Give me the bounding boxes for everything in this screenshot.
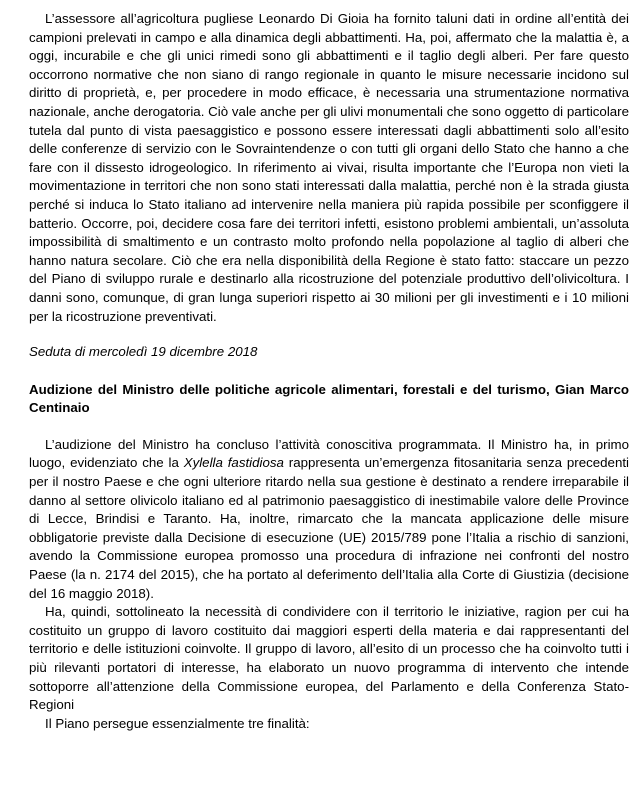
text-segment: L’audizione del Ministro ha concluso l’attività conoscitiva programmata. Il Ministro ha, in primo luogo, evidenziato che la bbox=[29, 436, 629, 471]
species-name: Xylella fastidiosa bbox=[183, 455, 284, 471]
text-segment: rappresenta un’emergenza fitosanitaria senza precedenti per il nostro Paese e che ogni ulteriore ritardo nella sua gestione è destinato a rendere irreparabile il danno al settore olivicolo italiano ed al patrimonio paesaggistico di inestimabile valore delle Province di Lecce, Brindisi e Taranto. Ha, inoltre, rimarcato che la mancata applicazione delle misure obbligatorie previste dalla Decisione di esecuzione (UE) 2015/789 pone l’Italia a rischio di sanzioni, avendo la Commissione europea promosso una procedura di infrazione nei confronti del nostro Paese (la n. 2174 del 2015), che ha portato al deferimento dell’Italia alla Corte di Giustizia (decisione del 16 maggio 2018). bbox=[29, 455, 629, 601]
paragraph-assessore: L’assessore all’agricoltura pugliese Leonardo Di Gioia ha fornito taluni dati in ordine all’entità dei campioni prelevati in campo e alla dinamica degli abbattimenti. Ha, poi, affermato che la malattia è, a oggi, incurabile e che gli unici rimedi sono gli abbattimenti e il taglio degli alberi. Per fare questo occorrono normative che non siano di rango regionale in quanto le misure necessarie incidono sul diritto di proprietà, e, per procedere in modo efficace, è necessaria una strumentazione normativa nazionale, anche derogatoria. Ciò vale anche per gli ulivi monumentali che sono oggetto di particolare tutela dal punto di vista paesaggistico e possono essere interessati dagli abbattimenti solo all’esito delle conferenze di servizio con le Sovraintendenze o con tutti gli organi dello Stato che hanno a che fare con il dissesto idrogeologico. In riferimento ai vivai, risulta importante che l’Europa non vieti la movimentazione in territori che non sono stati interessati dalla malattia, perché non è la strada giusta perché si induca lo Stato italiano ad intervenire nella maniera più rapida possibile per sconfiggere il batterio. Occorre, poi, decidere cosa fare dei territori infetti, esistono problemi ambientali, un’assoluta impossibilità di smaltimento e un contrasto molto profondo nella popolazione al taglio di alberi che hanno natura secolare. Ciò che era nella disponibilità della Regione è stato fatto: staccare un pezzo del Piano di sviluppo rurale e destinarlo alla ricostruzione del potenziale produttivo dell’olivicoltura. I danni sono, comunque, di gran lunga superiori rispetto ai 30 milioni per gli investimenti e i 10 milioni per la ricostruzione preventivati. bbox=[29, 11, 629, 324]
hearing-title: Audizione del Ministro delle politiche agricole alimentari, forestali e del turismo, Gian Marco Centinaio bbox=[29, 381, 629, 416]
session-date: Seduta di mercoledì 19 dicembre 2018 bbox=[29, 344, 258, 360]
paragraph-working-group: Ha, quindi, sottolineato la necessità di condividere con il territorio le iniziative, ragion per cui ha costituito un gruppo di lavoro costituito dai maggiori esperti della materia e dai rappresentanti del territorio e delle istituzioni coinvolte. Il gruppo di lavoro, all’esito di un processo che ha coinvolto tutti i più rilevanti portatori di interesse, ha elaborato un nuovo programma di intervento che intende sottoporre all’attenzione della Commissione europea, del Parlamento e della Conferenza Stato-Regioni bbox=[29, 604, 629, 713]
paragraph-minister-intro bbox=[29, 436, 629, 603]
paragraph-plan-aims: Il Piano persegue essenzialmente tre finalità: bbox=[45, 715, 310, 731]
